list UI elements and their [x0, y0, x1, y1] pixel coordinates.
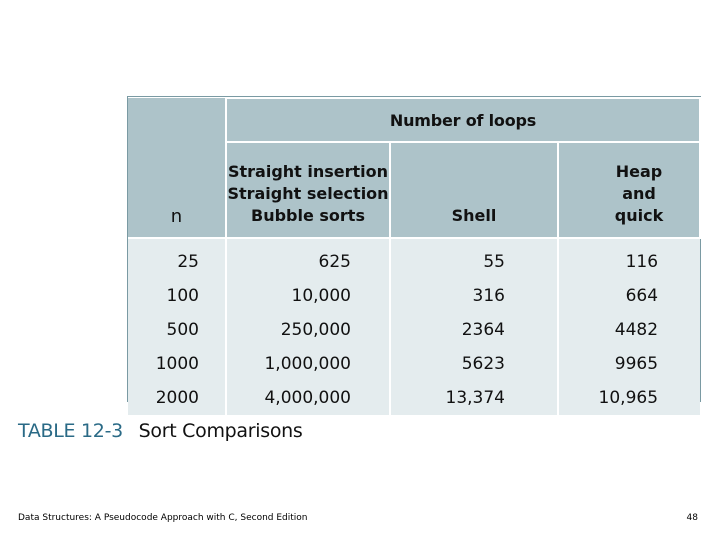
header-bubble-sorts: Bubble sorts: [251, 206, 365, 225]
header-n: n: [128, 98, 226, 238]
table-caption: [18, 420, 303, 442]
header-quick: quick: [614, 206, 664, 225]
cell-insertion: 4,000,000: [226, 381, 390, 415]
cell-heap: 9965: [558, 347, 700, 381]
footer-page-number: 48: [686, 513, 698, 523]
cell-heap: 664: [558, 279, 700, 313]
cell-insertion: 1,000,000: [226, 347, 390, 381]
cell-n: 500: [128, 313, 226, 347]
cell-heap: 116: [558, 238, 700, 279]
table-number: TABLE 12-3: [18, 420, 123, 442]
header-and: and: [622, 184, 656, 203]
sort-comparison-table: [128, 97, 701, 415]
cell-n: 25: [128, 238, 226, 279]
cell-insertion: 10,000: [226, 279, 390, 313]
header-heap-and-quick: [558, 142, 700, 238]
cell-n: 2000: [128, 381, 226, 415]
cell-insertion: 250,000: [226, 313, 390, 347]
cell-insertion: 625: [226, 238, 390, 279]
header-shell: Shell: [390, 142, 558, 238]
cell-heap: 10,965: [558, 381, 700, 415]
header-straight-selection: Straight selection: [227, 184, 389, 203]
header-insertion-selection-bubble: [226, 142, 390, 238]
sort-comparison-table-container: [127, 96, 701, 408]
cell-n: 1000: [128, 347, 226, 381]
cell-heap: 4482: [558, 313, 700, 347]
table-row: [128, 347, 700, 381]
cell-shell: 316: [390, 279, 558, 313]
table-row: [128, 313, 700, 347]
header-heap: Heap: [615, 162, 663, 181]
cell-shell: 55: [390, 238, 558, 279]
cell-n: 100: [128, 279, 226, 313]
table-title: Sort Comparisons: [138, 420, 303, 442]
table-row: [128, 238, 700, 279]
footer-book-title: Data Structures: A Pseudocode Approach with C, Second Edition: [18, 513, 308, 523]
cell-shell: 5623: [390, 347, 558, 381]
cell-shell: 2364: [390, 313, 558, 347]
table-row: [128, 381, 700, 415]
cell-shell: 13,374: [390, 381, 558, 415]
header-straight-insertion: Straight insertion: [227, 162, 389, 181]
table-row: [128, 279, 700, 313]
header-number-of-loops: Number of loops: [226, 98, 700, 142]
